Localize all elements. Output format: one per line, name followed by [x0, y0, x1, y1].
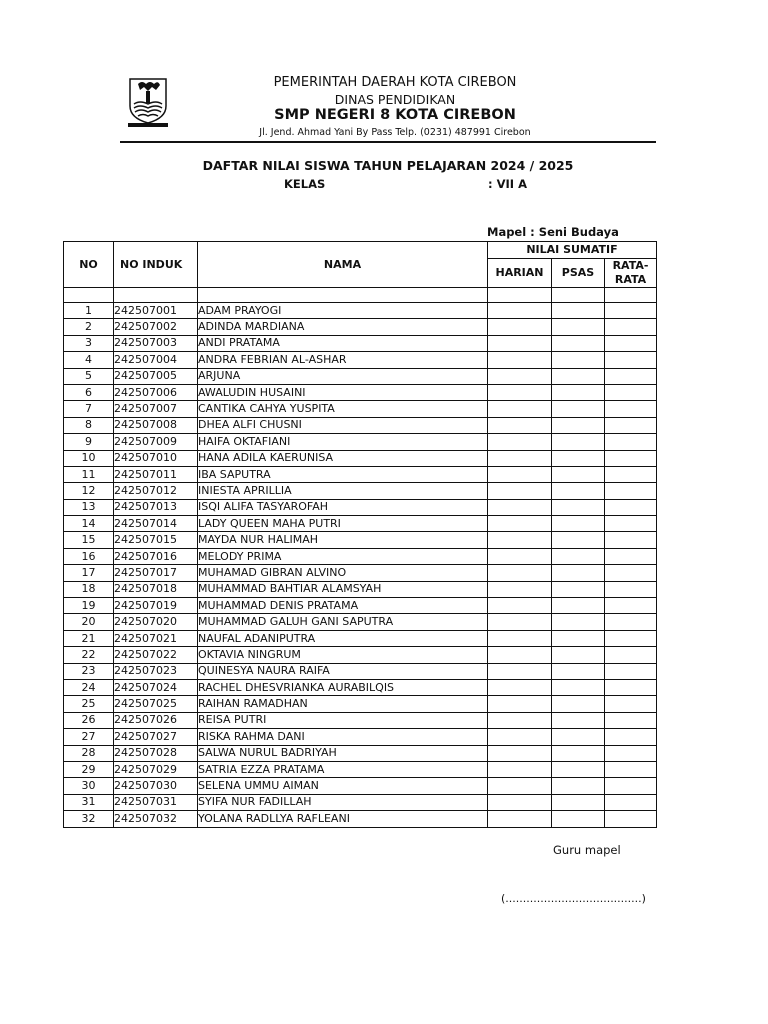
header-school-name: SMP NEGERI 8 KOTA CIREBON: [274, 107, 516, 123]
cell-psas: [552, 663, 605, 679]
cell-rata-rata: [605, 647, 657, 663]
cell-rata-rata: [605, 466, 657, 482]
cell-no-induk: 242507004: [114, 352, 198, 368]
kelas-label: KELAS: [284, 177, 326, 191]
table-row: [64, 548, 657, 564]
cell-harian: [488, 352, 552, 368]
cell-no-induk: 242507023: [114, 663, 198, 679]
cell-rata-rata: [605, 499, 657, 515]
cell-psas: [552, 647, 605, 663]
cell-no-induk: 242507014: [114, 516, 198, 532]
cell-nama: RACHEL DHESVRIANKA AURABILQIS: [198, 679, 488, 695]
cell-no: 10: [64, 450, 114, 466]
cell-harian: [488, 516, 552, 532]
cell-harian: [488, 548, 552, 564]
cell-psas: [552, 745, 605, 761]
table-row: [64, 335, 657, 351]
cell-psas: [552, 532, 605, 548]
cell-psas: [552, 630, 605, 646]
cell-no-induk: 242507026: [114, 712, 198, 728]
cell-psas: [552, 581, 605, 597]
cell-psas: [552, 450, 605, 466]
header-no: NO: [64, 242, 114, 288]
cell-rata-rata: [605, 450, 657, 466]
cell-no-induk: 242507021: [114, 630, 198, 646]
cell-no-induk: 242507008: [114, 417, 198, 433]
cell-no-induk: 242507030: [114, 778, 198, 794]
cell-no: 9: [64, 434, 114, 450]
cell-harian: [488, 384, 552, 400]
cell-harian: [488, 450, 552, 466]
cell-no-induk: 242507006: [114, 384, 198, 400]
cell-harian: [488, 532, 552, 548]
cell-rata-rata: [605, 630, 657, 646]
cell-no: 15: [64, 532, 114, 548]
cell-no: 29: [64, 761, 114, 777]
cell-psas: [552, 712, 605, 728]
cell-no-induk: 242507007: [114, 401, 198, 417]
table-row: [64, 811, 657, 827]
cell-harian: [488, 417, 552, 433]
cell-nama: CANTIKA CAHYA YUSPITA: [198, 401, 488, 417]
cell-no-induk: 242507027: [114, 729, 198, 745]
table-row: [64, 778, 657, 794]
table-row: [64, 614, 657, 630]
header-rata-rata: RATA-RATA: [605, 259, 657, 288]
cell-harian: [488, 679, 552, 695]
table-row: [64, 450, 657, 466]
table-row: [64, 794, 657, 810]
cell-no-induk: 242507009: [114, 434, 198, 450]
cell-harian: [488, 647, 552, 663]
cell-harian: [488, 811, 552, 827]
cell-nama: SATRIA EZZA PRATAMA: [198, 761, 488, 777]
cell-rata-rata: [605, 303, 657, 319]
cell-nama: YOLANA RADLLYA RAFLEANI: [198, 811, 488, 827]
cell-no: 22: [64, 647, 114, 663]
cell-nama: ADAM PRAYOGI: [198, 303, 488, 319]
cell-no: 27: [64, 729, 114, 745]
cell-no-induk: 242507013: [114, 499, 198, 515]
cell-harian: [488, 745, 552, 761]
cell-rata-rata: [605, 352, 657, 368]
cell-no: 2: [64, 319, 114, 335]
cell-rata-rata: [605, 679, 657, 695]
cell-harian: [488, 401, 552, 417]
cell-no: 23: [64, 663, 114, 679]
cell-psas: [552, 778, 605, 794]
cell-no-induk: 242507010: [114, 450, 198, 466]
cell-rata-rata: [605, 548, 657, 564]
cell-no: 4: [64, 352, 114, 368]
cell-no-induk: 242507003: [114, 335, 198, 351]
cell-no: 28: [64, 745, 114, 761]
cell-nama: INIESTA APRILLIA: [198, 483, 488, 499]
cell-nama: MAYDA NUR HALIMAH: [198, 532, 488, 548]
cell-harian: [488, 434, 552, 450]
header-divider: [120, 141, 656, 143]
cell-no-induk: 242507012: [114, 483, 198, 499]
cell-no: 12: [64, 483, 114, 499]
table-row: [64, 466, 657, 482]
cell-psas: [552, 352, 605, 368]
cell-rata-rata: [605, 581, 657, 597]
cell-nama: HANA ADILA KAERUNISA: [198, 450, 488, 466]
cell-nama: ADINDA MARDIANA: [198, 319, 488, 335]
table-row: [64, 679, 657, 695]
cell-psas: [552, 516, 605, 532]
table-row: [64, 696, 657, 712]
cell-nama: MUHAMMAD BAHTIAR ALAMSYAH: [198, 581, 488, 597]
cell-no: 19: [64, 598, 114, 614]
cell-psas: [552, 696, 605, 712]
cell-rata-rata: [605, 598, 657, 614]
cell-no-induk: 242507020: [114, 614, 198, 630]
cell-nama: OKTAVIA NINGRUM: [198, 647, 488, 663]
cell-harian: [488, 303, 552, 319]
student-rows: [64, 303, 657, 828]
cell-no-induk: 242507022: [114, 647, 198, 663]
cell-psas: [552, 548, 605, 564]
cell-nama: REISA PUTRI: [198, 712, 488, 728]
cell-rata-rata: [605, 745, 657, 761]
cell-nama: AWALUDIN HUSAINI: [198, 384, 488, 400]
cell-no: 8: [64, 417, 114, 433]
cell-no-induk: 242507015: [114, 532, 198, 548]
cell-no-induk: 242507028: [114, 745, 198, 761]
cell-no: 26: [64, 712, 114, 728]
table-row: [64, 745, 657, 761]
cell-no: 30: [64, 778, 114, 794]
cell-nama: SYIFA NUR FADILLAH: [198, 794, 488, 810]
table-row: [64, 368, 657, 384]
cell-no: 5: [64, 368, 114, 384]
cell-psas: [552, 565, 605, 581]
cell-no: 11: [64, 466, 114, 482]
cell-nama: MELODY PRIMA: [198, 548, 488, 564]
cell-psas: [552, 384, 605, 400]
table-row: [64, 384, 657, 400]
cell-rata-rata: [605, 319, 657, 335]
cell-no-induk: 242507002: [114, 319, 198, 335]
cell-nama: RISKA RAHMA DANI: [198, 729, 488, 745]
cell-psas: [552, 598, 605, 614]
cell-psas: [552, 335, 605, 351]
cell-no: 1: [64, 303, 114, 319]
table-row: [64, 761, 657, 777]
header-address: Jl. Jend. Ahmad Yani By Pass Telp. (0231) 487991 Cirebon: [259, 127, 531, 138]
header-government: PEMERINTAH DAERAH KOTA CIREBON: [273, 75, 517, 90]
cell-harian: [488, 729, 552, 745]
cell-rata-rata: [605, 614, 657, 630]
cell-harian: [488, 368, 552, 384]
table-row: [64, 434, 657, 450]
table-row: [64, 417, 657, 433]
table-row: [64, 319, 657, 335]
cell-harian: [488, 319, 552, 335]
signature-label: Guru mapel: [553, 843, 621, 857]
cell-harian: [488, 630, 552, 646]
cell-psas: [552, 761, 605, 777]
cell-nama: ANDRA FEBRIAN AL-ASHAR: [198, 352, 488, 368]
header-nama: NAMA: [198, 242, 488, 288]
header-department: DINAS PENDIDIKAN: [334, 92, 456, 107]
cell-nama: HAIFA OKTAFIANI: [198, 434, 488, 450]
cell-rata-rata: [605, 712, 657, 728]
cell-rata-rata: [605, 811, 657, 827]
cell-nama: SELENA UMMU AIMAN: [198, 778, 488, 794]
cell-psas: [552, 319, 605, 335]
table-row: [64, 712, 657, 728]
cell-no-induk: 242507017: [114, 565, 198, 581]
cell-harian: [488, 565, 552, 581]
cirebon-emblem-icon: [126, 76, 170, 128]
cell-rata-rata: [605, 417, 657, 433]
cell-rata-rata: [605, 335, 657, 351]
cell-harian: [488, 761, 552, 777]
cell-harian: [488, 696, 552, 712]
cell-nama: ANDI PRATAMA: [198, 335, 488, 351]
table-row: [64, 729, 657, 745]
cell-rata-rata: [605, 663, 657, 679]
cell-psas: [552, 401, 605, 417]
cell-harian: [488, 794, 552, 810]
cell-harian: [488, 598, 552, 614]
cell-psas: [552, 483, 605, 499]
cell-psas: [552, 434, 605, 450]
cell-rata-rata: [605, 794, 657, 810]
header-psas: PSAS: [552, 259, 605, 288]
cell-no: 14: [64, 516, 114, 532]
cell-no: 7: [64, 401, 114, 417]
table-row: [64, 516, 657, 532]
grade-table: [63, 241, 657, 828]
header-harian: HARIAN: [488, 259, 552, 288]
cell-nama: MUHAMMAD GALUH GANI SAPUTRA: [198, 614, 488, 630]
cell-rata-rata: [605, 483, 657, 499]
cell-rata-rata: [605, 729, 657, 745]
cell-no: 17: [64, 565, 114, 581]
cell-no: 24: [64, 679, 114, 695]
table-row: [64, 598, 657, 614]
cell-psas: [552, 417, 605, 433]
table-row: [64, 483, 657, 499]
cell-psas: [552, 303, 605, 319]
header-spacer-row: [64, 288, 657, 303]
cell-psas: [552, 679, 605, 695]
mapel-label: Mapel : Seni Budaya: [487, 225, 619, 239]
cell-harian: [488, 466, 552, 482]
cell-nama: NAUFAL ADANIPUTRA: [198, 630, 488, 646]
cell-rata-rata: [605, 532, 657, 548]
cell-no: 16: [64, 548, 114, 564]
cell-no-induk: 242507031: [114, 794, 198, 810]
cell-harian: [488, 581, 552, 597]
cell-harian: [488, 663, 552, 679]
cell-rata-rata: [605, 434, 657, 450]
table-row: [64, 630, 657, 646]
cell-no-induk: 242507029: [114, 761, 198, 777]
cell-rata-rata: [605, 384, 657, 400]
cell-nama: MUHAMAD GIBRAN ALVINO: [198, 565, 488, 581]
table-row: [64, 303, 657, 319]
cell-psas: [552, 614, 605, 630]
cell-rata-rata: [605, 696, 657, 712]
cell-no: 6: [64, 384, 114, 400]
cell-nama: DHEA ALFI CHUSNI: [198, 417, 488, 433]
cell-no-induk: 242507019: [114, 598, 198, 614]
cell-no: 13: [64, 499, 114, 515]
cell-rata-rata: [605, 565, 657, 581]
cell-no-induk: 242507025: [114, 696, 198, 712]
cell-no: 21: [64, 630, 114, 646]
cell-no: 20: [64, 614, 114, 630]
cell-harian: [488, 712, 552, 728]
cell-no: 32: [64, 811, 114, 827]
cell-harian: [488, 499, 552, 515]
cell-rata-rata: [605, 401, 657, 417]
header-no-induk: NO INDUK: [114, 242, 198, 288]
cell-rata-rata: [605, 778, 657, 794]
cell-nama: ISQI ALIFA TASYAROFAH: [198, 499, 488, 515]
cell-no: 18: [64, 581, 114, 597]
table-row: [64, 581, 657, 597]
table-row: [64, 647, 657, 663]
table-row: [64, 401, 657, 417]
cell-harian: [488, 335, 552, 351]
cell-no-induk: 242507001: [114, 303, 198, 319]
table-row: [64, 352, 657, 368]
cell-nama: MUHAMMAD DENIS PRATAMA: [198, 598, 488, 614]
cell-nama: ARJUNA: [198, 368, 488, 384]
table-row: [64, 532, 657, 548]
page-title: DAFTAR NILAI SISWA TAHUN PELAJARAN 2024 / 2025: [202, 158, 574, 173]
cell-rata-rata: [605, 761, 657, 777]
cell-no-induk: 242507011: [114, 466, 198, 482]
signature-placeholder: (.......................................): [501, 892, 646, 905]
cell-no-induk: 242507016: [114, 548, 198, 564]
cell-no: 25: [64, 696, 114, 712]
cell-psas: [552, 729, 605, 745]
cell-no-induk: 242507024: [114, 679, 198, 695]
cell-psas: [552, 794, 605, 810]
cell-nama: IBA SAPUTRA: [198, 466, 488, 482]
header-nilai-sumatif: NILAI SUMATIF: [488, 242, 657, 259]
cell-psas: [552, 811, 605, 827]
cell-rata-rata: [605, 368, 657, 384]
cell-nama: LADY QUEEN MAHA PUTRI: [198, 516, 488, 532]
cell-nama: SALWA NURUL BADRIYAH: [198, 745, 488, 761]
cell-psas: [552, 499, 605, 515]
table-row: [64, 663, 657, 679]
cell-no-induk: 242507018: [114, 581, 198, 597]
cell-no: 31: [64, 794, 114, 810]
cell-psas: [552, 466, 605, 482]
cell-no: 3: [64, 335, 114, 351]
cell-nama: QUINESYA NAURA RAIFA: [198, 663, 488, 679]
table-row: [64, 565, 657, 581]
cell-no-induk: 242507032: [114, 811, 198, 827]
cell-psas: [552, 368, 605, 384]
cell-harian: [488, 483, 552, 499]
table-row: [64, 499, 657, 515]
kelas-value: : VII A: [488, 177, 527, 191]
cell-harian: [488, 778, 552, 794]
cell-rata-rata: [605, 516, 657, 532]
cell-harian: [488, 614, 552, 630]
cell-no-induk: 242507005: [114, 368, 198, 384]
cell-nama: RAIHAN RAMADHAN: [198, 696, 488, 712]
